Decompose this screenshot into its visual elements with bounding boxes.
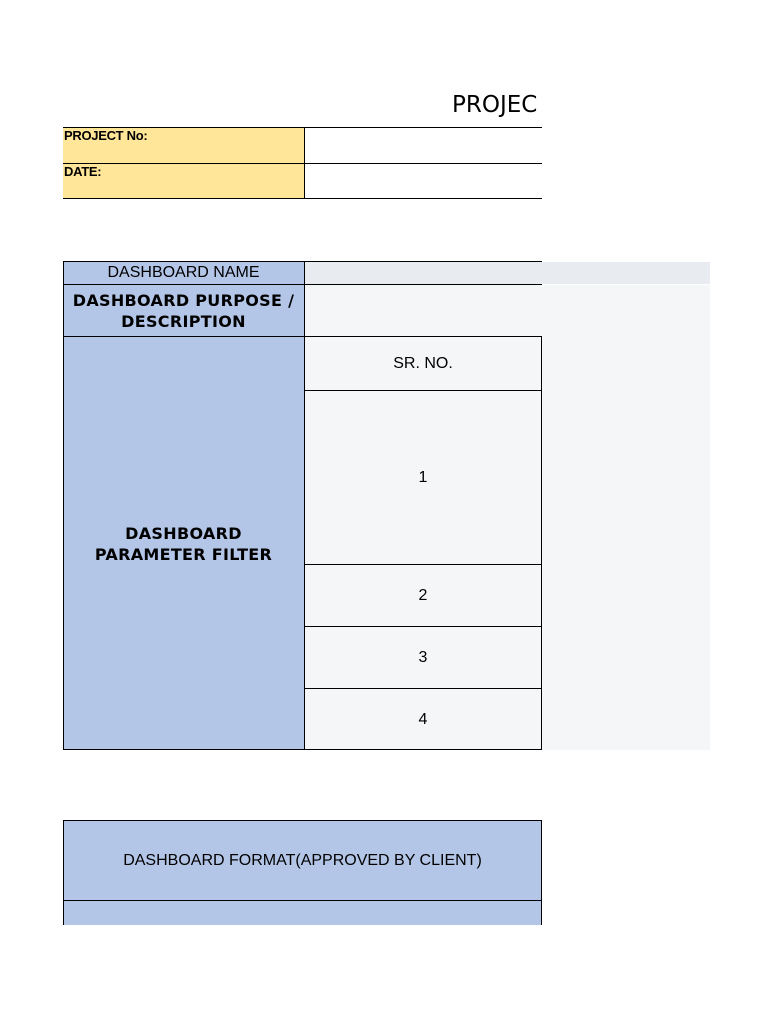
table-border — [304, 688, 542, 689]
table-row[interactable]: 4 — [305, 689, 541, 750]
table-row[interactable]: 2 — [305, 565, 541, 626]
date-label: DATE: — [63, 164, 304, 198]
table-border — [304, 390, 542, 391]
table-border-divider — [304, 261, 305, 750]
parameter-filter-label: DASHBOARD PARAMETER FILTER — [63, 337, 304, 750]
table-row[interactable]: 1 — [305, 391, 541, 564]
table-row[interactable]: 3 — [305, 627, 541, 688]
table-side-fill — [542, 285, 710, 750]
header-border-bottom — [63, 198, 542, 199]
dashboard-format-label: DASHBOARD FORMAT(APPROVED BY CLIENT) — [63, 820, 542, 901]
table-border — [304, 626, 542, 627]
date-field[interactable] — [305, 164, 542, 198]
dashboard-format-area[interactable] — [63, 901, 542, 925]
table-border — [63, 284, 542, 285]
dashboard-purpose-label: DASHBOARD PURPOSE / DESCRIPTION — [63, 285, 304, 336]
table-border-right — [541, 336, 542, 750]
dashboard-purpose-field[interactable] — [305, 285, 542, 336]
table-border-bottom — [63, 749, 542, 750]
dashboard-name-field[interactable] — [305, 262, 542, 284]
name-row-fill — [542, 262, 710, 284]
project-no-label: PROJECT No: — [63, 128, 304, 163]
table-border-top — [63, 261, 542, 262]
project-no-field[interactable] — [305, 128, 542, 163]
dashboard-name-label: DASHBOARD NAME — [63, 261, 304, 284]
table-border-left — [63, 261, 64, 750]
table-border — [63, 336, 542, 337]
sr-no-header: SR. NO. — [305, 337, 541, 390]
header-border-divider — [304, 127, 305, 199]
page-title: PROJEC — [452, 92, 538, 118]
table-border — [304, 564, 542, 565]
